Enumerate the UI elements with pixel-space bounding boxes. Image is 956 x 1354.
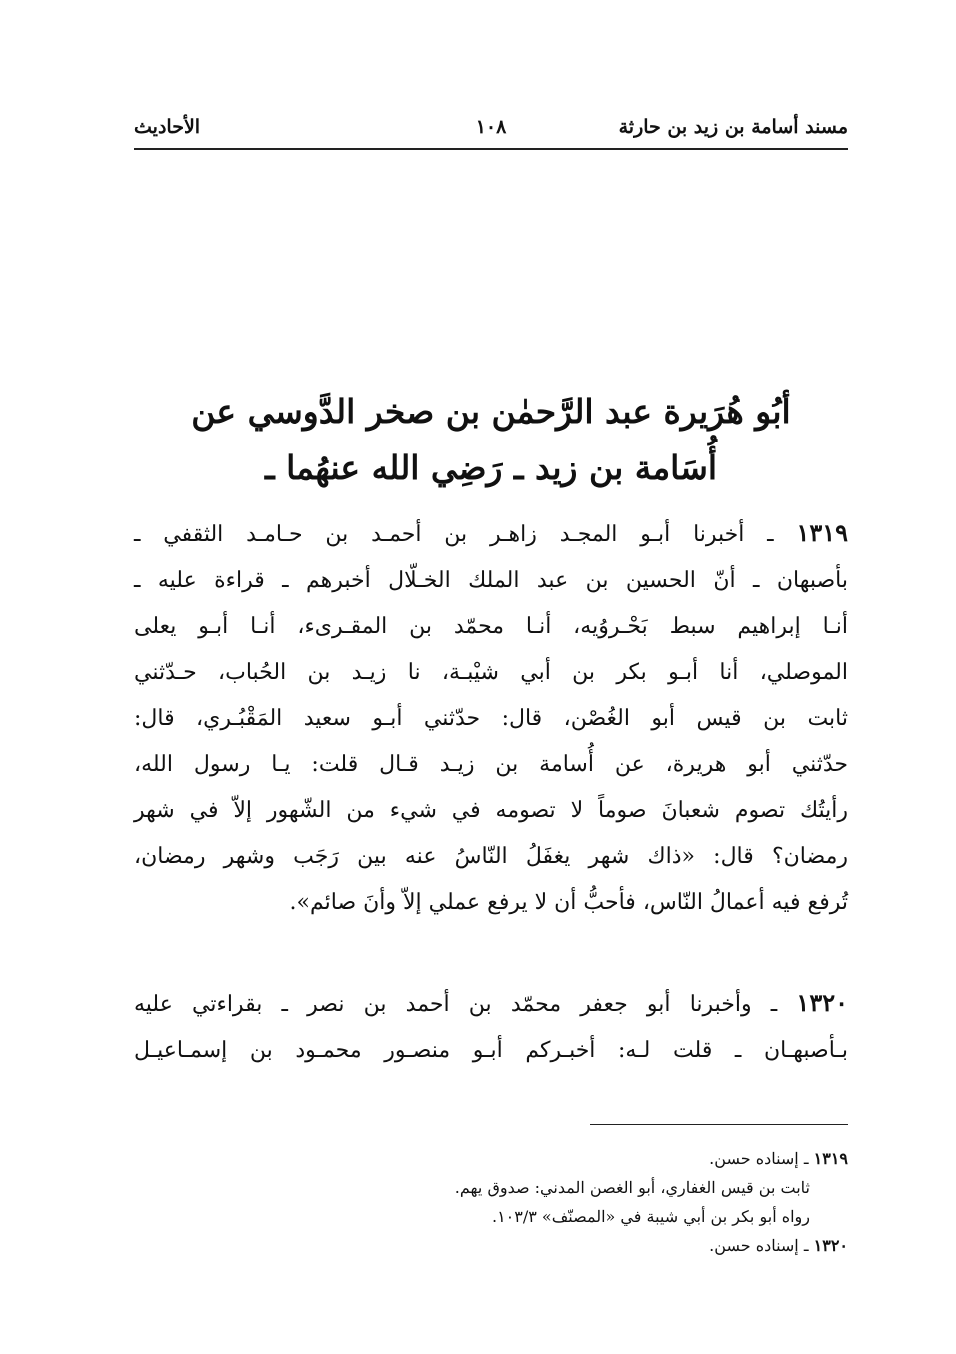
header-chapter-title: الأحاديث bbox=[134, 116, 201, 138]
footnote: ١٣١٩ ـ إسناده حسن. bbox=[709, 1149, 848, 1168]
hadith-number: ١٣١٩ bbox=[796, 518, 849, 547]
hadith-line: الموصلي، أنا أبـو بكر بن أبي شيْبـة، نا زيـد بن الحُباب، حـدّثني bbox=[134, 660, 848, 685]
hadith-line: رمضان؟ قال: «ذاك شهر يغفَلُ النّاسُ عنه بين رَجَب وشهر رمضان، bbox=[134, 844, 848, 869]
footnote: ثابت بن قيس الغفاري، أبو الغصن المدني: صدوق يهم. bbox=[454, 1178, 810, 1197]
hadith-line: ١٣٢٠ ـ وأخبرنا أبو جعفر محمّد بن أحمد بن نصر ـ بقراءتي عليه bbox=[134, 988, 848, 1017]
hadith-line: ثابت بن قيس أبو الغُصْن، قال: حدّثني أبـو سعيد المَقْبُـري، قال: bbox=[134, 706, 848, 731]
section-heading bbox=[134, 384, 848, 496]
hadith-line: بأصبهان ـ أنّ الحسين بن عبد الملك الخـلّال أخبرهم ـ قراءة عليه ـ bbox=[134, 568, 848, 593]
page-number: ١٠٨ bbox=[475, 116, 507, 138]
footnote: ١٣٢٠ ـ إسناده حسن. bbox=[709, 1236, 848, 1255]
hadith-line: حدّثني أبو هريرة، عن أُسامة بن زيـد قـال قلت: يـا رسول الله، bbox=[134, 752, 848, 777]
hadith-line: بـأصبهـان ـ قلت لـه: أخبـركم أبـو منصـور محمـود بن إسمـاعيـل bbox=[134, 1038, 848, 1063]
header-section-title: مسند أسامة بن زيد بن حارثة bbox=[618, 116, 848, 138]
footnote: رواه أبو بكر بن أبي شيبة في «المصنّف» ١٠٣/٣. bbox=[491, 1207, 810, 1226]
heading-line-1: أبُو هُرَيرة عبد الرَّحمٰن بن صخر الدَّوسي عن bbox=[191, 392, 791, 431]
hadith-number: ١٣٢٠ bbox=[796, 988, 848, 1017]
footnote-separator bbox=[590, 1124, 848, 1125]
running-header bbox=[134, 112, 848, 150]
hadith-line: تُرفع فيه أعمالُ النّاس، فأحبُّ أن لا يرفع عملي إلاّ وأنَ صائم». bbox=[289, 890, 848, 915]
footnotes bbox=[455, 1144, 848, 1260]
heading-line-2: أُسَامة بن زيد ـ رَضِي الله عنهُما ـ bbox=[264, 448, 718, 487]
hadith-line: ١٣١٩ ـ أخبرنا أبـو المجـد زاهـر بن أحمـد بن حـامـد الثقفي ـ bbox=[134, 518, 849, 547]
hadith-1319 bbox=[134, 510, 848, 926]
hadith-line: أنـا إبراهيم سبط بَحْـروُيه، أنـا محمّد بن المقـرىء، أنـا أبـو يعلى bbox=[134, 614, 848, 639]
hadith-1320 bbox=[134, 980, 848, 1074]
hadith-line: رأيتُك تصوم شعبانَ صوماً لا تصومه في شيء من الشّهور إلاّ في شهر bbox=[134, 798, 848, 823]
